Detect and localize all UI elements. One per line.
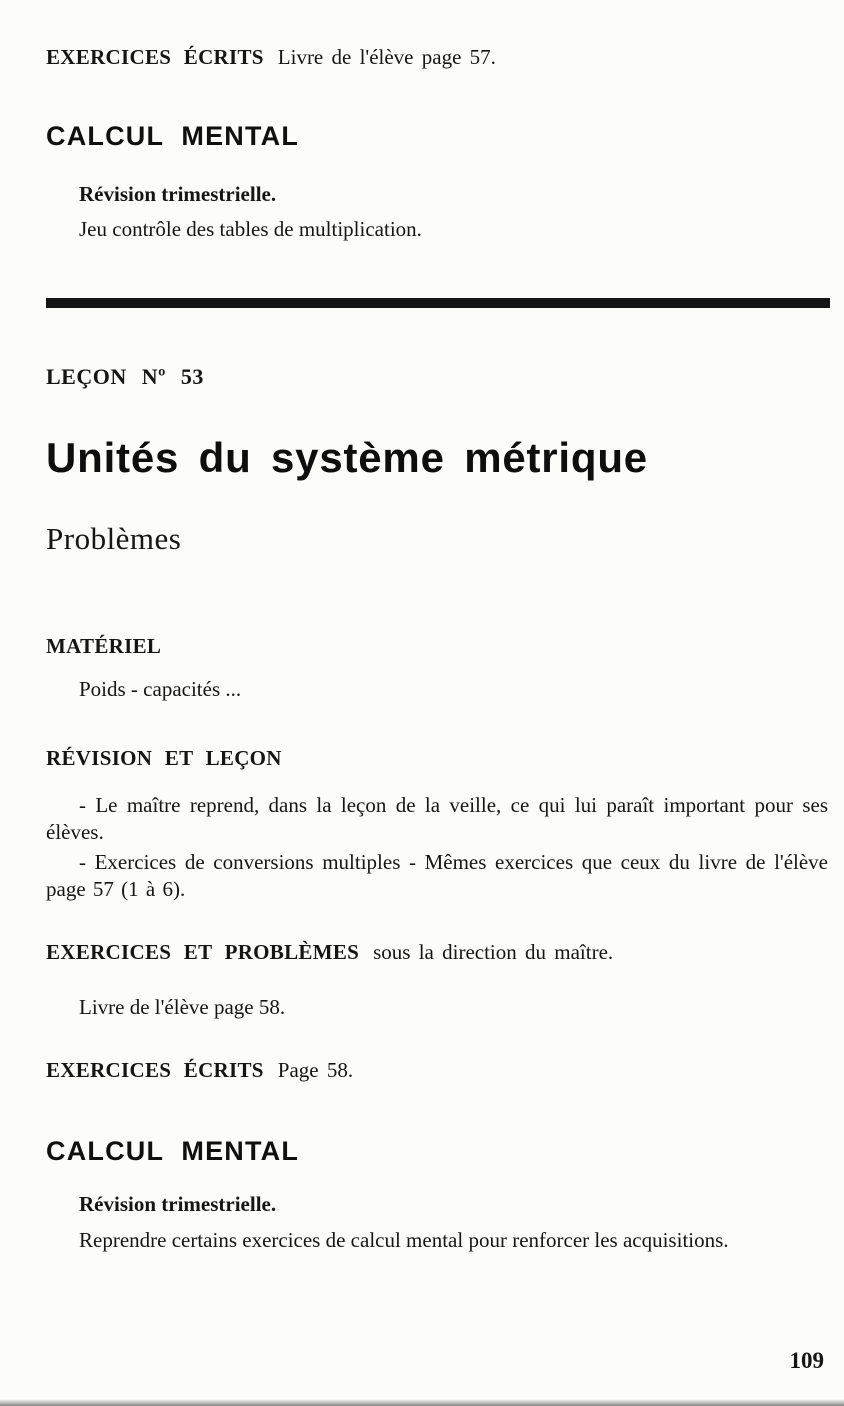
- livre-eleve-line: Livre de l'élève page 58.: [79, 995, 286, 1019]
- reprendre-line: Reprendre certains exercices de calcul mental pour renforcer les acquisitions.: [79, 1228, 729, 1252]
- materiel-text: Poids - capacités ...: [79, 677, 242, 701]
- exercices-ecrits-text-top: Livre de l'élève page 57.: [277, 45, 496, 69]
- revision-trimestrielle-bottom: Révision trimestrielle.: [79, 1192, 277, 1216]
- page-number: 109: [789, 1348, 824, 1373]
- materiel-heading: MATÉRIEL: [46, 634, 162, 658]
- revision-trimestrielle-top: Révision trimestrielle.: [79, 182, 277, 206]
- calcul-mental-heading-bottom: CALCUL MENTAL: [46, 1136, 300, 1166]
- exercices-problemes-text: sous la direction du maître.: [373, 940, 614, 964]
- exercices-ecrits-line-top: [46, 44, 828, 71]
- revision-paragraph-1: - Le maître reprend, dans la leçon de la veille, ce qui lui paraît important pour ses élèves.: [46, 793, 828, 844]
- lecon-number-line: LEÇON Nº 53: [46, 364, 204, 389]
- revision-et-lecon-heading: RÉVISION ET LEÇON: [46, 746, 282, 770]
- exercices-problemes-line: [46, 939, 828, 966]
- exercices-ecrits-label-top: EXERCICES ÉCRITS: [46, 45, 264, 69]
- section-divider-rule: [46, 298, 830, 308]
- lesson-subtitle: Problèmes: [46, 521, 182, 556]
- lesson-title: Unités du système métrique: [46, 434, 648, 481]
- exercices-ecrits-text-bottom: Page 58.: [277, 1058, 354, 1082]
- calcul-mental-heading-top: CALCUL MENTAL: [46, 121, 300, 151]
- exercices-ecrits-label-bottom: EXERCICES ÉCRITS: [46, 1058, 264, 1082]
- exercices-ecrits-line-bottom: [46, 1057, 828, 1084]
- revision-paragraph-2: - Exercices de conversions multiples - Mêmes exercices que ceux du livre de l'élève page 57 (1 à 6).: [46, 850, 828, 901]
- scan-bottom-edge: [0, 1399, 844, 1406]
- jeu-controle-line: Jeu contrôle des tables de multiplication.: [79, 217, 422, 241]
- exercices-problemes-label: EXERCICES ET PROBLÈMES: [46, 940, 360, 964]
